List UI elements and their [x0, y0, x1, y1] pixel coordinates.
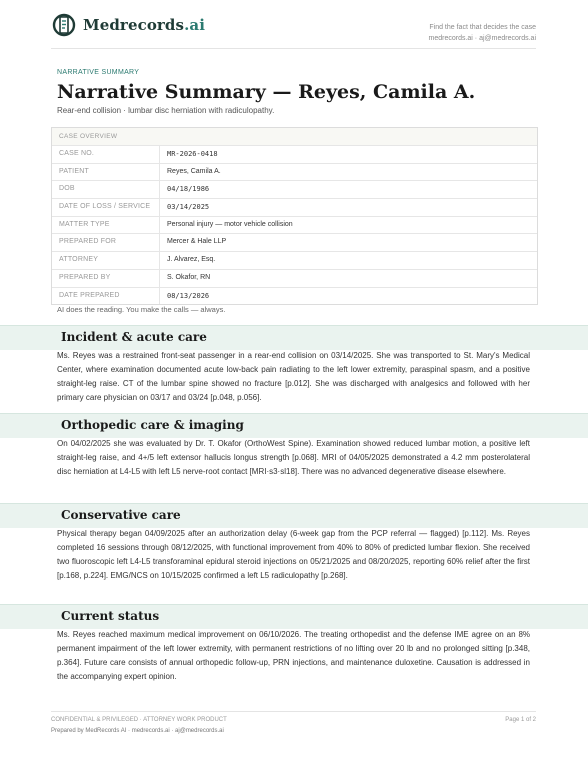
overview-row-dob — [52, 181, 537, 199]
section-body-incident: Ms. Reyes was a restrained front-seat passenger in a rear-end collision on 03/14/2025. She was transported to St. Mary's Medical Center, where examination documented acute low-back pain radiating to the left lower extremity, paraspinal spasm, and a positive straight-leg raise. CT of the lumbar spine showed no fracture [p.012]. She was discharged with analgesics and followed with her primary care physician on 03/17 and 03/24 [p.048, p.056]. — [57, 351, 530, 402]
page-title: Narrative Summary — Reyes, Camila A. — [57, 81, 476, 103]
section-body-current-status: Ms. Reyes reached maximum medical improvement on 06/10/2026. The treating orthopedist and the defense IME agree on an 8% permanent impairment of the left lower extremity, with permanent restrictions of no lifting over 20 lb and no prolonged sitting [p.348, p.364]. Future care consists of annual orthopedic follow-up, PRN injections, and maintenance duloxetine. Causation is addressed in the accompanying expert opinion. — [57, 630, 530, 681]
confidential-notice: CONFIDENTIAL & PRIVILEGED · ATTORNEY WORK PRODUCT — [51, 717, 227, 723]
section-body-orthopedic: On 04/02/2025 she was evaluated by Dr. T. Okafor (OrthoWest Spine). Examination showed reduced lumbar motion, a positive left straight-leg raise, and 4+/5 left extensor hallucis longus strength [p.068]. MRI of 04/05/2025 demonstrated a 4.2 mm posterolateral disc herniation at L4-L5 with left L5 nerve-root contact [MRI·s3·sl18]. There was no advanced degenerative disease elsewhere. — [57, 439, 530, 476]
overview-value: MR-2026-0418 — [167, 150, 218, 158]
overview-row-prepared-for — [52, 234, 537, 252]
overview-row-case-no — [52, 146, 537, 164]
overview-value: 03/14/2025 — [167, 203, 210, 212]
overview-value: Mercer & Hale LLP — [167, 238, 227, 246]
overview-label: PATIENT — [52, 164, 160, 181]
header-tagline: Find the fact that decides the case — [429, 24, 536, 31]
section-body-conservative: Physical therapy began 04/09/2025 after an authorization delay (6-week gap from the PCP referral — flagged) [p.112]. Ms. Reyes completed 16 sessions through 08/12/2025, with functional improvement from 40% to 80% of predicted lumbar flexion. She received two fluoroscopic left L4-L5 transforaminal epidural steroid injections on 05/21/2025 and 08/20/2025, reporting 60% relief after the first [p.168, p.224]. EMG/NCS on 10/15/2025 confirmed a left L5 radiculopathy [p.268]. — [57, 529, 530, 580]
overview-label: CASE NO. — [52, 146, 160, 163]
overview-value: 08/13/2026 — [167, 291, 210, 300]
section-heading-current-status — [0, 604, 588, 629]
section-heading-incident — [0, 325, 588, 350]
case-overview-table — [51, 127, 538, 305]
brand-logo — [51, 12, 205, 38]
section-heading-conservative — [0, 503, 588, 528]
overview-label: DATE OF LOSS / SERVICE — [52, 199, 160, 216]
page-header — [51, 12, 536, 49]
overview-label: DOB — [52, 181, 160, 198]
page-footer — [51, 711, 536, 734]
section-title: Incident & acute care — [61, 330, 207, 344]
header-contact[interactable]: medrecords.ai · aj@medrecords.ai — [428, 35, 536, 42]
medrecords-logo-icon — [51, 12, 77, 38]
page-number: Page 1 of 2 — [505, 717, 536, 723]
section-title: Conservative care — [61, 508, 181, 522]
overview-row-date-prepared — [52, 288, 537, 305]
overview-row-prepared-by — [52, 270, 537, 288]
section-heading-orthopedic — [0, 413, 588, 438]
overview-value: Reyes, Camila A. — [167, 167, 221, 175]
ai-disclaimer-note: AI does the reading. You make the calls — always. — [57, 305, 226, 314]
case-overview-heading: CASE OVERVIEW — [52, 128, 537, 146]
overview-row-attorney — [52, 252, 537, 270]
overview-row-matter-type — [52, 217, 537, 235]
overview-row-patient — [52, 164, 537, 182]
prepared-by-line: Prepared by MedRecords AI · medrecords.ai · aj@medrecords.ai — [51, 728, 224, 734]
overview-value: 04/18/1986 — [167, 185, 210, 194]
overview-label: ATTORNEY — [52, 252, 160, 269]
section-title: Orthopedic care & imaging — [61, 418, 244, 432]
section-title: Current status — [61, 609, 160, 623]
overview-label: DATE PREPARED — [52, 288, 160, 305]
page-subtitle: Rear-end collision · lumbar disc herniation with radiculopathy. — [57, 106, 275, 115]
overview-value: S. Okafor, RN — [167, 273, 211, 281]
document-type-label: NARRATIVE SUMMARY — [57, 69, 140, 76]
header-info — [429, 22, 536, 44]
brand-name: Medrecords.ai — [83, 16, 206, 34]
overview-label: PREPARED FOR — [52, 234, 160, 251]
overview-label: MATTER TYPE — [52, 217, 160, 234]
overview-value: Personal injury — motor vehicle collision — [167, 220, 293, 228]
overview-value: J. Alvarez, Esq. — [167, 256, 216, 264]
overview-row-date-of-loss — [52, 199, 537, 217]
overview-label: PREPARED BY — [52, 270, 160, 287]
